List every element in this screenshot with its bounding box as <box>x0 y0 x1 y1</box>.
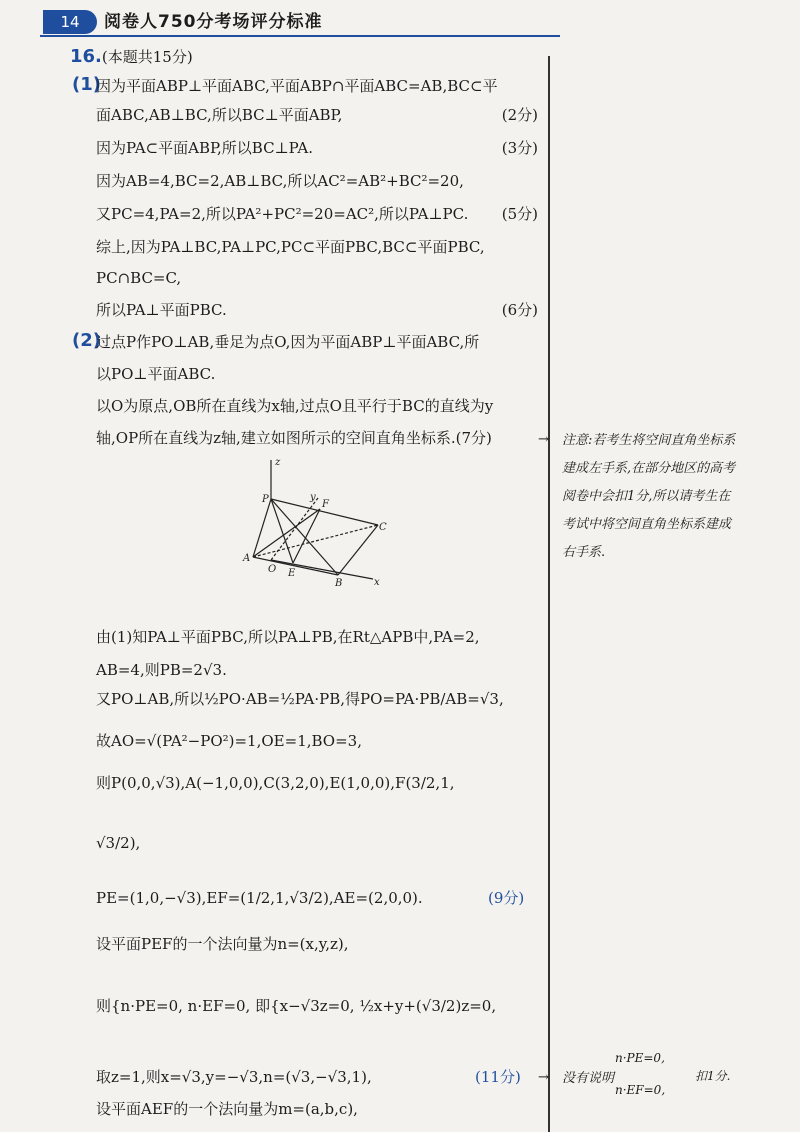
note-text: 没有说明 <box>562 1071 615 1086</box>
part2-line: 设平面PEF的一个法向量为n=(x,y,z), <box>96 935 349 953</box>
header-divider <box>40 35 560 37</box>
score-mark: (2分) <box>501 106 538 124</box>
edge-AC <box>253 525 378 557</box>
note-line: 右手系. <box>562 545 606 560</box>
part2-line: PE=(1,0,−√3),EF=(1/2,1,√3/2),AE=(2,0,0). <box>96 889 423 907</box>
part2-line: 又PO⊥AB,所以½PO·AB=½PA·PB,得PO=PA·PB/AB=√3, <box>96 690 504 708</box>
score-mark: (11分) <box>475 1068 521 1086</box>
score-mark: (5分) <box>501 205 538 223</box>
note-equation: n·EF=0, <box>615 1083 666 1097</box>
margin-divider <box>548 56 550 1132</box>
question-subtitle: (本题共15分) <box>101 48 193 66</box>
figure-label: C <box>379 522 387 533</box>
edge-BC <box>338 525 378 575</box>
figure-label: E <box>288 568 296 579</box>
part2-line: 则P(0,0,√3),A(−1,0,0),C(3,2,0),E(1,0,0),F(3/2,1, <box>96 774 455 792</box>
figure-label: z <box>275 457 281 468</box>
page-number-badge: 14 <box>43 10 97 34</box>
question-number: 16. <box>70 46 102 67</box>
part2-line: 以PO⊥平面ABC. <box>96 365 216 383</box>
question-title <box>70 46 193 68</box>
figure-label: B <box>335 578 343 589</box>
figure-label: y <box>310 492 316 503</box>
part2-line: 过点P作PO⊥AB,垂足为点O,因为平面ABP⊥平面ABC,所 <box>96 333 480 351</box>
figure-label: O <box>268 564 277 575</box>
part1-marker: (1) <box>72 74 101 95</box>
part2-line: 取z=1,则x=√3,y=−√3,n=(√3,−√3,1), <box>96 1068 372 1086</box>
note-line: 注意:若考生将空间直角坐标系 <box>562 433 736 448</box>
note-line: 阅卷中会扣1分,所以请考生在 <box>562 489 731 504</box>
part2-line: 轴,OP所在直线为z轴,建立如图所示的空间直角坐标系.(7分) <box>96 429 492 447</box>
part2-line: 以O为原点,OB所在直线为x轴,过点O且平行于BC的直线为y <box>96 397 494 415</box>
score-mark: (6分) <box>501 301 538 319</box>
part2-line: √3/2), <box>96 834 141 852</box>
edge-EF <box>293 509 320 563</box>
part2-line: 则{n·PE=0, n·EF=0, 即{x−√3z=0, ½x+y+(√3/2)z=0, <box>96 997 497 1015</box>
part2-line: 由(1)知PA⊥平面PBC,所以PA⊥PB,在Rt△APB中,PA=2, <box>96 628 480 646</box>
figure-label: A <box>243 553 251 564</box>
score-mark: (3分) <box>501 139 538 157</box>
part1-line: PC∩BC=C, <box>96 269 182 287</box>
part1-line: 所以PA⊥平面PBC. <box>96 301 227 319</box>
note-line: 建成左手系,在部分地区的高考 <box>562 461 736 476</box>
score-mark: (9分) <box>488 889 525 907</box>
edge-PA <box>253 499 271 557</box>
part1-line: 面ABC,AB⊥BC,所以BC⊥平面ABP, <box>96 106 343 124</box>
part1-line: 综上,因为PA⊥BC,PA⊥PC,PC⊂平面PBC,BC⊂平面PBC, <box>96 238 485 256</box>
coordinate-figure <box>238 455 388 590</box>
header-title: 阅卷人750分考场评分标准 <box>104 12 323 32</box>
part2-marker: (2) <box>72 330 101 351</box>
part1-line: 又PC=4,PA=2,所以PA²+PC²=20=AC²,所以PA⊥PC. <box>96 205 469 223</box>
figure-label: P <box>262 494 269 505</box>
part2-line: 设平面AEF的一个法向量为m=(a,b,c), <box>96 1100 358 1118</box>
part2-line: AB=4,则PB=2√3. <box>96 661 227 679</box>
part1-line: 因为PA⊂平面ABP,所以BC⊥PA. <box>96 139 313 157</box>
part1-line: 因为AB=4,BC=2,AB⊥BC,所以AC²=AB²+BC²=20, <box>96 172 464 190</box>
note-text: 扣1分. <box>695 1069 731 1083</box>
part1-line: 因为平面ABP⊥平面ABC,平面ABP∩平面ABC=AB,BC⊂平 <box>96 77 498 95</box>
figure-label: x <box>374 577 380 588</box>
arrow-icon: → <box>538 432 549 447</box>
x-axis <box>271 560 373 579</box>
note-equation: n·PE=0, <box>615 1051 665 1065</box>
arrow-icon: → <box>538 1070 549 1085</box>
figure-label: F <box>322 499 329 510</box>
part2-line: 故AO=√(PA²−PO²)=1,OE=1,BO=3, <box>96 732 362 750</box>
note-line: 考试中将空间直角坐标系建成 <box>562 517 732 532</box>
